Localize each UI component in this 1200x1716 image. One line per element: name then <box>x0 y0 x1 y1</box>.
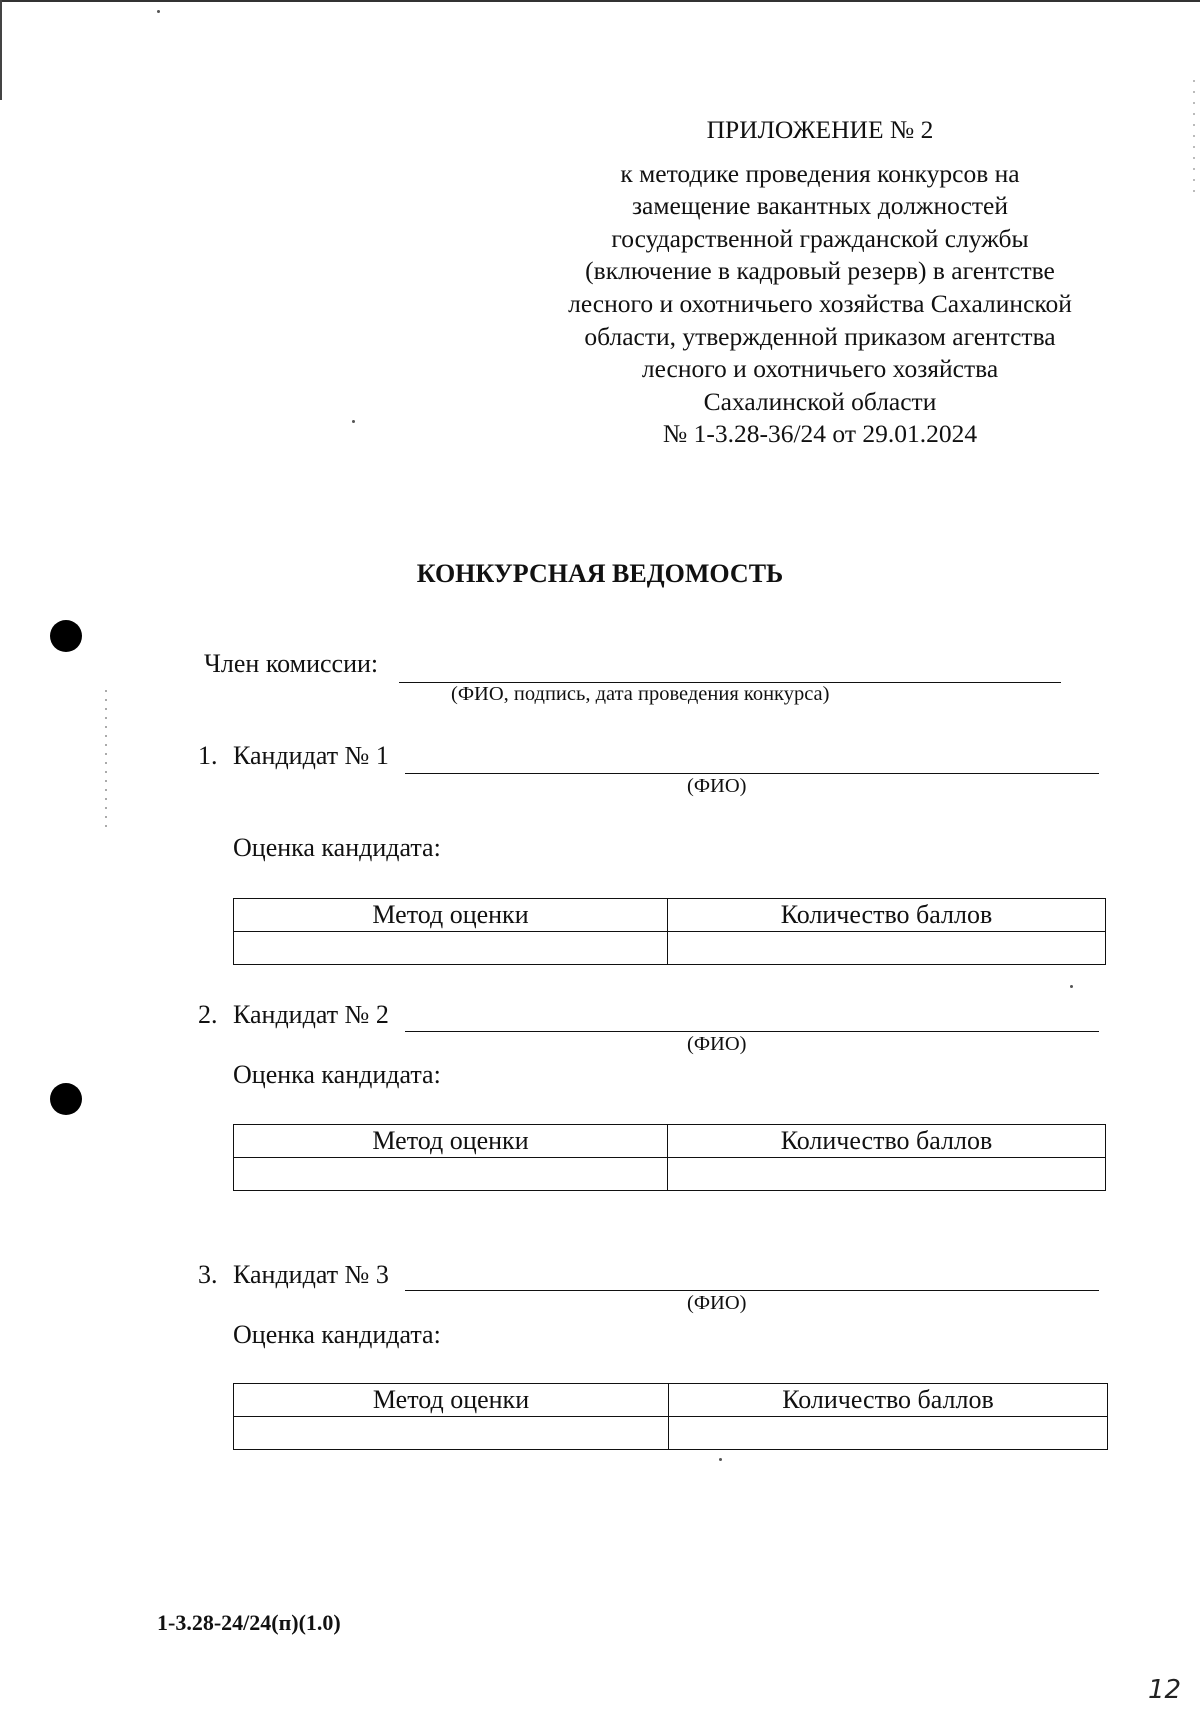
appendix-line: № 1-3.28-36/24 от 29.01.2024 <box>662 419 978 449</box>
fio-hint: (ФИО) <box>687 1033 747 1055</box>
appendix-line: государственной гражданской службы <box>611 223 1029 253</box>
header-method: Метод оценки <box>234 1125 668 1158</box>
table-header-row <box>234 1125 1106 1158</box>
document-title: КОНКУРСНАЯ ВЕДОМОСТЬ <box>416 559 784 588</box>
header-method: Метод оценки <box>234 1384 669 1417</box>
score-table <box>233 1124 1106 1191</box>
method-cell[interactable] <box>234 932 668 965</box>
appendix-line: (включение в кадровый резерв) в агентстве <box>585 256 1055 286</box>
table-row <box>234 1158 1106 1191</box>
candidate-name-line[interactable] <box>405 1290 1099 1291</box>
header-method: Метод оценки <box>234 899 668 932</box>
table-row <box>234 932 1106 965</box>
table-header-row <box>234 899 1106 932</box>
appendix-line: к методике проведения конкурсов на <box>620 158 1020 188</box>
scan-dots-right <box>1193 80 1195 200</box>
score-table <box>233 1383 1108 1450</box>
table-header-row <box>234 1384 1108 1417</box>
fio-hint: (ФИО) <box>687 1292 747 1314</box>
candidate-number: 1. <box>198 741 218 770</box>
scan-speck <box>719 1458 722 1461</box>
candidate-number: 3. <box>198 1260 218 1289</box>
scan-speck <box>157 10 160 13</box>
candidate-name-line[interactable] <box>405 1031 1099 1032</box>
table-row <box>234 1417 1108 1450</box>
candidate-label: Кандидат № 3 <box>233 1260 389 1289</box>
assessment-label: Оценка кандидата: <box>233 833 441 862</box>
score-cell[interactable] <box>668 932 1106 965</box>
assessment-label: Оценка кандидата: <box>233 1320 441 1349</box>
scan-dots-left <box>105 690 107 830</box>
appendix-line: области, утвержденной приказом агентства <box>584 321 1056 351</box>
appendix-line: лесного и охотничьего хозяйства Сахалинской <box>568 288 1072 318</box>
assessment-label: Оценка кандидата: <box>233 1060 441 1089</box>
candidate-label: Кандидат № 1 <box>233 741 389 770</box>
score-table <box>233 898 1106 965</box>
member-label: Член комиссии: <box>204 649 379 678</box>
scan-speck <box>352 420 355 423</box>
page-number: 12 <box>1148 1675 1182 1705</box>
method-cell[interactable] <box>234 1417 669 1450</box>
scan-top-edge <box>0 0 1200 2</box>
member-hint: (ФИО, подпись, дата проведения конкурса) <box>451 683 830 705</box>
header-score: Количество баллов <box>668 1125 1106 1158</box>
fio-hint: (ФИО) <box>687 775 747 797</box>
appendix-block <box>530 114 1110 451</box>
method-cell[interactable] <box>234 1158 668 1191</box>
appendix-title: ПРИЛОЖЕНИЕ № 2 <box>706 115 934 144</box>
candidate-name-line[interactable] <box>405 773 1099 774</box>
appendix-line: лесного и охотничьего хозяйства <box>641 354 999 384</box>
score-cell[interactable] <box>668 1158 1106 1191</box>
header-score: Количество баллов <box>668 899 1106 932</box>
score-cell[interactable] <box>669 1417 1108 1450</box>
header-score: Количество баллов <box>669 1384 1108 1417</box>
scan-left-edge <box>0 0 2 100</box>
appendix-line: замещение вакантных должностей <box>631 191 1008 221</box>
punch-hole-bottom <box>50 1083 82 1115</box>
punch-hole-top <box>50 620 82 652</box>
appendix-line: Сахалинской области <box>703 386 937 416</box>
document-code: 1-3.28-24/24(п)(1.0) <box>157 1610 341 1635</box>
scan-speck <box>1070 985 1073 988</box>
candidate-number: 2. <box>198 1000 218 1029</box>
candidate-label: Кандидат № 2 <box>233 1000 389 1029</box>
